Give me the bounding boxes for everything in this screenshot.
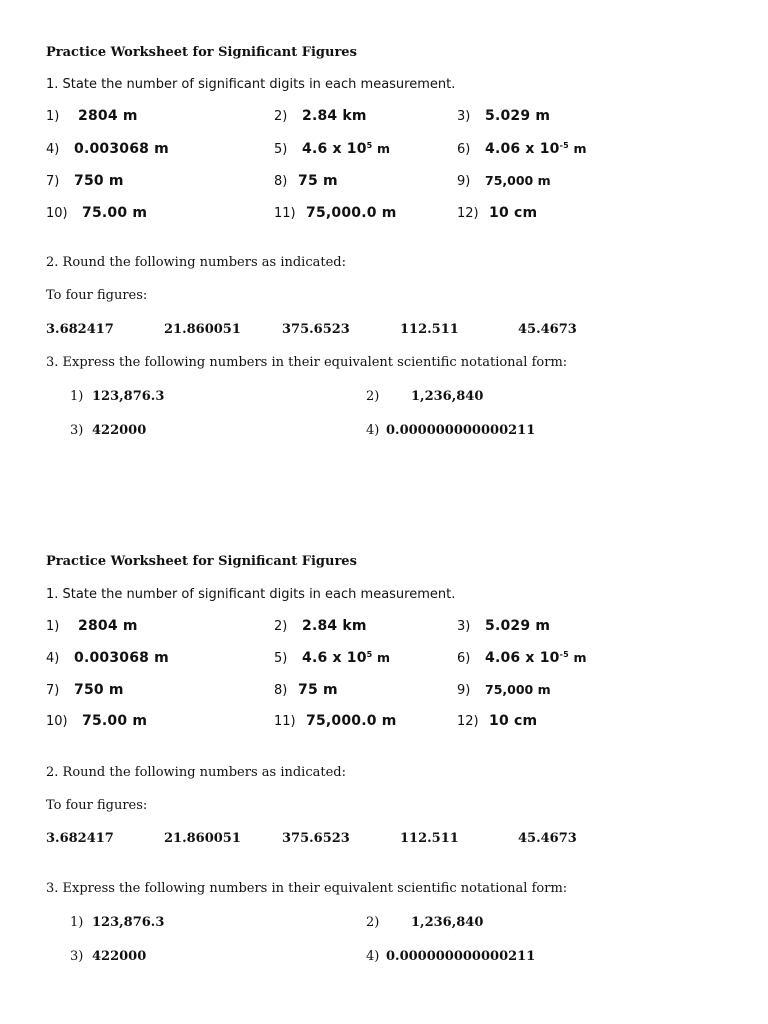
exponent: -5 (559, 141, 569, 150)
worksheet-title: Practice Worksheet for Significant Figures (46, 554, 357, 569)
round-value: 112.511 (400, 322, 459, 337)
question-1-prompt: 1. State the number of significant digits in each measurement. (46, 77, 456, 92)
measurement-value: 0.003068 m (74, 650, 169, 666)
exponent: 5 (366, 650, 373, 659)
round-value: 21.860051 (164, 831, 241, 846)
measurement-value: 750 m (74, 173, 124, 189)
round-value: 21.860051 (164, 322, 241, 337)
item-number: 11) (274, 714, 296, 729)
notation-value: 123,876.3 (92, 389, 165, 404)
item-number: 4) (46, 651, 60, 666)
measurement-value: 10 cm (489, 713, 538, 729)
exponent: 5 (366, 141, 373, 150)
measurement-value: 4.6 x $10^5$ m (302, 141, 391, 157)
item-number: 2) (366, 389, 380, 404)
round-value: 3.682417 (46, 322, 114, 337)
item-number: 4) (366, 423, 380, 438)
item-number: 1) (46, 619, 60, 634)
measurement-value: 4.06 x $10^{-5}$ m (485, 650, 587, 666)
exponent: -5 (559, 650, 569, 659)
round-value: 3.682417 (46, 831, 114, 846)
round-value: 375.6523 (282, 322, 350, 337)
item-number: 3) (70, 423, 84, 438)
item-number: 5) (274, 142, 288, 157)
item-number: 6) (457, 651, 471, 666)
measurement-value: 75,000 m (485, 682, 551, 697)
question-2-subprompt: To four figures: (46, 288, 148, 303)
notation-value: 422000 (92, 949, 147, 964)
item-number: 8) (274, 683, 288, 698)
item-number: 1) (70, 389, 84, 404)
item-number: 12) (457, 206, 479, 221)
question-3-prompt: 3. Express the following numbers in their equivalent scientific notational form: (46, 881, 568, 896)
item-number: 7) (46, 683, 60, 698)
question-2-prompt: 2. Round the following numbers as indicated: (46, 255, 346, 270)
question-2-subprompt: To four figures: (46, 798, 148, 813)
item-number: 10) (46, 714, 68, 729)
item-number: 10) (46, 206, 68, 221)
measurement-value: 75.00 m (82, 713, 148, 729)
measurement-value: 75,000 m (485, 173, 551, 188)
measurement-value: 750 m (74, 682, 124, 698)
item-number: 7) (46, 174, 60, 189)
item-number: 9) (457, 174, 471, 189)
round-value: 45.4673 (518, 322, 577, 337)
item-number: 2) (366, 915, 380, 930)
question-1-prompt: 1. State the number of significant digits in each measurement. (46, 587, 456, 602)
measurement-value: 2.84 km (302, 618, 367, 634)
item-number: 4) (46, 142, 60, 157)
item-number: 9) (457, 683, 471, 698)
measurement-value: 2804 m (78, 108, 138, 124)
notation-value: 422000 (92, 423, 147, 438)
measurement-value: 5.029 m (485, 618, 551, 634)
measurement-value: 4.6 x $10^5$ m (302, 650, 391, 666)
item-number: 6) (457, 142, 471, 157)
measurement-value: 75.00 m (82, 205, 148, 221)
measurement-value: 10 cm (489, 205, 538, 221)
measurement-value: 75 m (298, 173, 338, 189)
measurement-value: 0.003068 m (74, 141, 169, 157)
item-number: 8) (274, 174, 288, 189)
notation-value: 1,236,840 (411, 389, 484, 404)
item-number: 5) (274, 651, 288, 666)
measurement-value: 5.029 m (485, 108, 551, 124)
notation-value: 123,876.3 (92, 915, 165, 930)
measurement-value: 75,000.0 m (306, 205, 397, 221)
round-value: 112.511 (400, 831, 459, 846)
measurement-value: 4.06 x $10^{-5}$ m (485, 141, 587, 157)
measurement-value: 2.84 km (302, 108, 367, 124)
round-value: 375.6523 (282, 831, 350, 846)
notation-value: 0.000000000000211 (386, 423, 536, 438)
item-number: 2) (274, 109, 288, 124)
item-number: 3) (457, 619, 471, 634)
question-2-prompt: 2. Round the following numbers as indicated: (46, 765, 346, 780)
notation-value: 1,236,840 (411, 915, 484, 930)
item-number: 1) (46, 109, 60, 124)
item-number: 12) (457, 714, 479, 729)
notation-value: 0.000000000000211 (386, 949, 536, 964)
item-number: 11) (274, 206, 296, 221)
item-number: 3) (457, 109, 471, 124)
item-number: 4) (366, 949, 380, 964)
item-number: 3) (70, 949, 84, 964)
item-number: 1) (70, 915, 84, 930)
measurement-value: 2804 m (78, 618, 138, 634)
worksheet-title: Practice Worksheet for Significant Figures (46, 45, 357, 60)
measurement-value: 75,000.0 m (306, 713, 397, 729)
measurement-value: 75 m (298, 682, 338, 698)
round-value: 45.4673 (518, 831, 577, 846)
question-3-prompt: 3. Express the following numbers in their equivalent scientific notational form: (46, 355, 568, 370)
item-number: 2) (274, 619, 288, 634)
